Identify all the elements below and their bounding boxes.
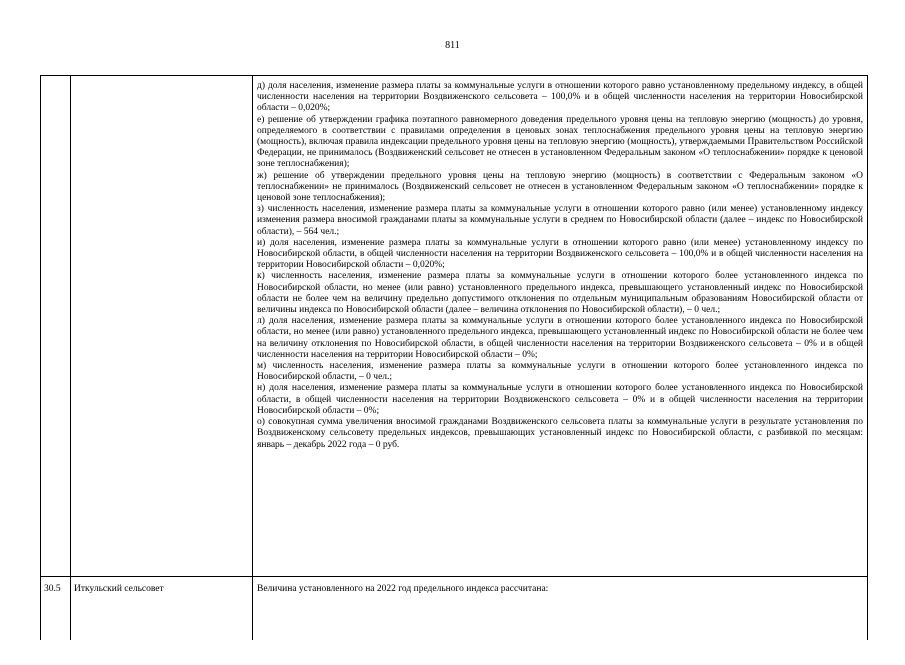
paragraph-k: к) численность населения, изменение размера платы за коммунальные услуги в отношении которого более установленного индекса по Новосибирской области, но менее (или равно) установленного предельного индекса, превышающего установленный индекс по Новосибирской области не более чем на величину предельно допустимого отклонения по отдельным муниципальным образованиям Новосибирской области от величины индекса по Новосибирской области (далее – величина отклонения по Новосибирской области), – 0 чел.;: [257, 271, 863, 316]
table-row-2-content: Величина установленного на 2022 год предельного индекса рассчитана:: [257, 584, 549, 594]
table-border-col1: [70, 75, 71, 640]
paragraph-zh: ж) решение об утверждении предельного уровня цены на тепловую энергию (мощность) в соответствии с Федеральным законом «О теплоснабжении» не принималось (Воздвиженский сельсовет не отнесен в установленном Федеральным законом «О теплоснабжении» порядке к ценовой зоне теплоснабжения);: [257, 170, 863, 204]
table-border-top: [40, 75, 868, 76]
table-row-divider: [40, 576, 868, 577]
table-border-left: [40, 75, 41, 640]
paragraph-n: н) доля населения, изменение размера платы за коммунальные услуги в отношении которого более установленного индекса по Новосибирской области, в общей численности населения на территории Воздвиженского сельсовета – 0% и в общей численности населения на территории Новосибирской области – 0%;: [257, 383, 863, 416]
paragraph-m: м) численность населения, изменение размера платы за коммунальные услуги в отношении которого более установленного индекса по Новосибирской области, – 0 чел.;: [257, 361, 863, 383]
table-border-right: [867, 75, 868, 640]
table-row-2-number: 30.5: [44, 584, 61, 594]
table-row-1-content: [257, 81, 863, 451]
paragraph-i: и) доля населения, изменение размера платы за коммунальные услуги в отношении которого равно (или менее) установленному индексу по Новосибирской области, в общей численности населения на территории Воздвиженского сельсовета – 100,0% и в общей численности населения на территории Новосибирской области – 0,020%;: [257, 237, 863, 271]
paragraph-e: е) решение об утверждении графика поэтапного равномерного доведения предельного уровня цены на тепловую энергию (мощность) до уровня, определяемого в соответствии с правилами определения в ценовых зонах теплоснабжения предельного уровня цены на тепловую энергию (мощность), включая правила индексации предельного уровня цены на тепловую энергию (мощность), утверждаемыми Правительством Российской Федерации, не принималось (Воздвиженский сельсовет не отнесен в установленном Федеральным законом «О теплоснабжении» порядке к ценовой зоне теплоснабжения);: [257, 114, 863, 170]
paragraph-o: о) совокупная сумма увеличения вносимой гражданами Воздвиженского сельсовета платы за коммунальные услуги в результате установления по Воздвиженскому сельсовету предельных индексов, превышающих установленный индекс по Новосибирской области, с разбивкой по месяцам: январь – декабрь 2022 года – 0 руб.: [257, 417, 863, 450]
paragraph-d: д) доля населения, изменение размера платы за коммунальные услуги в отношении которого равно установленному предельному индексу, в общей численности населения на территории Воздвиженского сельсовета – 100,0% и в общей численности населения на территории Новосибирской области – 0,020%;: [257, 81, 863, 114]
page-number: 811: [445, 40, 460, 51]
paragraph-z: з) численность населения, изменение размера платы за коммунальные услуги в отношении которого равно (или менее) установленному индексу изменения размера вносимой гражданами платы за коммунальные услуги в среднем по Новосибирской области (далее – индекс по Новосибирской области), – 564 чел.;: [257, 204, 863, 237]
table-border-col2: [252, 75, 253, 640]
table-row-2-name: Иткульский сельсовет: [74, 584, 164, 594]
paragraph-l: л) доля населения, изменение размера платы за коммунальные услуги в отношении которого более установленного индекса по Новосибирской области, но менее (или равно) установленного предельного индекса, превышающего установленный индекс по Новосибирской области не более чем на величину отклонения по Новосибирской области, в общей численности населения на территории Воздвиженского сельсовета – 0% и в общей численности населения на территории Новосибирской области – 0%;: [257, 316, 863, 360]
